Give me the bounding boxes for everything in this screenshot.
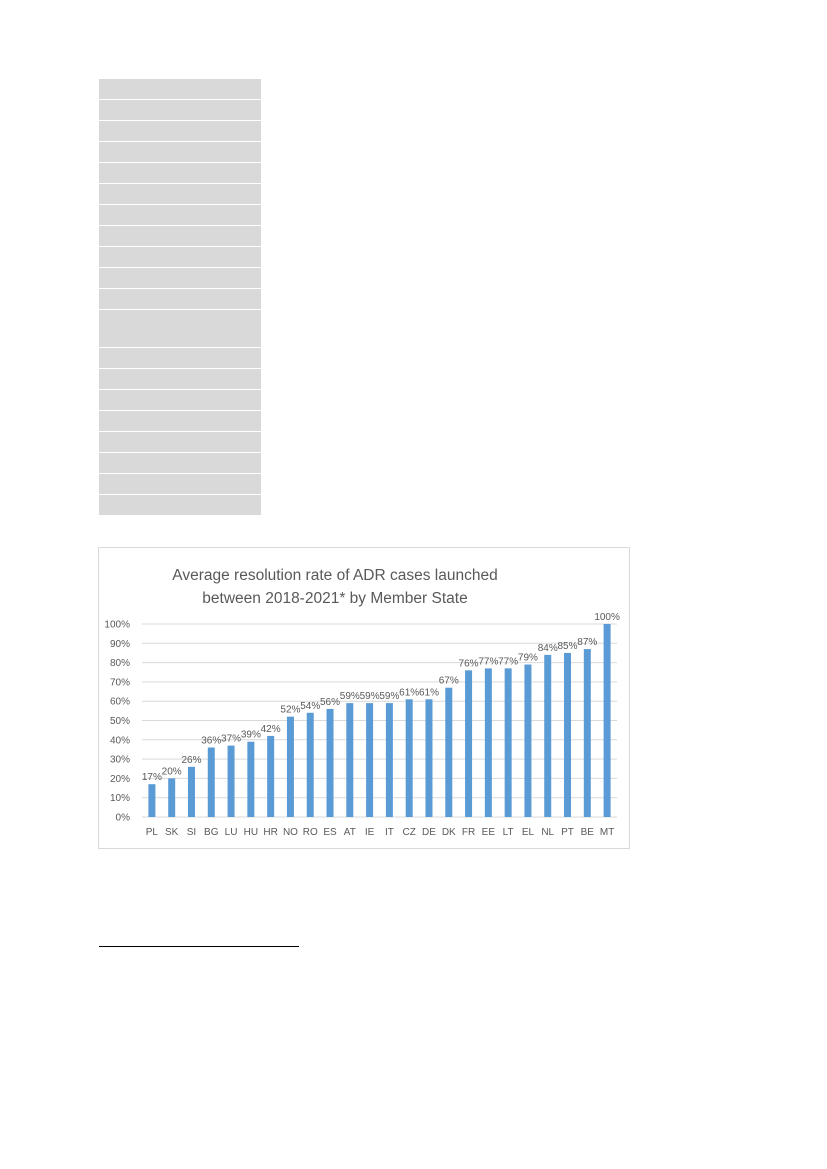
table-row: [99, 247, 261, 268]
x-tick-label: CZ: [402, 827, 416, 838]
data-label: 84%: [537, 642, 558, 654]
bar: [485, 668, 492, 817]
table-row: [99, 226, 261, 247]
x-tick-label: BE: [580, 827, 594, 838]
bar: [327, 709, 334, 817]
data-label: 39%: [240, 729, 261, 741]
data-label: 56%: [320, 696, 341, 708]
x-axis-ticks: [146, 827, 615, 838]
x-tick-label: MT: [599, 827, 615, 838]
data-label: 59%: [359, 691, 380, 703]
x-tick-label: PL: [145, 827, 159, 838]
x-tick-label: NL: [541, 827, 555, 838]
x-tick-label: HU: [243, 827, 259, 838]
table-row: [99, 184, 261, 205]
bar: [168, 778, 175, 817]
table-row: [99, 163, 261, 184]
grey-table-block: [99, 79, 261, 516]
y-tick-label: 0%: [115, 812, 130, 824]
bar: [208, 748, 215, 817]
table-row: [99, 310, 261, 348]
x-tick-label: HR: [263, 827, 278, 838]
bar: [366, 703, 373, 817]
x-tick-label: LT: [502, 827, 514, 838]
bar: [564, 653, 571, 817]
x-tick-label: NO: [282, 827, 298, 838]
x-tick-label: BG: [204, 827, 219, 838]
bar: [406, 699, 413, 817]
chart-title-line-1: Average resolution rate of ADR cases launched: [172, 567, 498, 584]
table-row: [99, 268, 261, 289]
x-tick-label: PT: [561, 827, 574, 838]
bar: [604, 624, 611, 817]
bar: [445, 688, 452, 817]
data-label: 77%: [498, 656, 519, 668]
data-label: 85%: [557, 640, 578, 652]
data-label: 20%: [161, 766, 182, 778]
y-tick-label: 60%: [109, 696, 130, 708]
bar: [524, 665, 531, 817]
x-tick-label: RO: [302, 827, 318, 838]
y-tick-label: 70%: [109, 677, 130, 689]
table-row: [99, 79, 261, 100]
bar: [287, 717, 294, 817]
table-row: [99, 495, 261, 516]
table-row: [99, 390, 261, 411]
x-tick-label: DE: [422, 827, 436, 838]
table-row: [99, 411, 261, 432]
data-label: 79%: [517, 652, 538, 664]
bar: [425, 699, 432, 817]
table-row: [99, 100, 261, 121]
bar: [267, 736, 274, 817]
x-tick-label: SI: [186, 827, 197, 838]
y-tick-label: 50%: [109, 716, 130, 727]
chart-title-line-2: between 2018-2021* by Member State: [202, 590, 468, 607]
bar: [465, 670, 472, 817]
resolution-rate-chart: [98, 547, 630, 849]
x-tick-label: SK: [165, 827, 179, 838]
y-tick-label: 80%: [109, 658, 130, 670]
bar: [544, 655, 551, 817]
data-label: 87%: [577, 637, 598, 649]
data-label: 100%: [594, 612, 620, 623]
data-label: 77%: [478, 656, 499, 668]
table-row: [99, 289, 261, 310]
bar: [228, 746, 235, 817]
table-row: [99, 474, 261, 495]
x-tick-label: AT: [343, 827, 356, 838]
data-label: 54%: [300, 700, 321, 712]
x-tick-label: FR: [461, 827, 476, 838]
table-row: [99, 121, 261, 142]
data-label: 36%: [201, 735, 222, 747]
x-tick-label: LU: [224, 827, 238, 838]
y-axis-ticks: [104, 620, 130, 824]
y-tick-label: 10%: [109, 793, 130, 805]
bar: [386, 703, 393, 817]
bar: [584, 649, 591, 817]
bar: [307, 713, 314, 817]
data-label: 76%: [458, 658, 479, 670]
y-tick-label: 20%: [109, 773, 130, 785]
table-row: [99, 205, 261, 226]
x-tick-label: EL: [521, 827, 535, 838]
data-label: 59%: [379, 691, 400, 703]
bar: [148, 784, 155, 817]
data-label: 61%: [418, 687, 439, 699]
x-tick-label: DK: [441, 827, 456, 838]
bar: [247, 742, 254, 817]
y-tick-label: 100%: [104, 619, 130, 631]
data-label: 42%: [260, 723, 281, 735]
table-row: [99, 142, 261, 163]
bar: [505, 668, 512, 817]
data-label: 52%: [280, 704, 301, 716]
table-row: [99, 348, 261, 369]
x-tick-label: IT: [384, 827, 394, 838]
chart-svg: [99, 548, 629, 848]
y-tick-label: 40%: [109, 735, 130, 747]
data-label: 67%: [438, 675, 459, 687]
bar: [346, 703, 353, 817]
data-label: 17%: [141, 772, 162, 784]
x-tick-label: EE: [481, 827, 496, 838]
table-row: [99, 369, 261, 390]
data-label: 26%: [181, 754, 202, 766]
data-label: 61%: [399, 687, 420, 699]
y-tick-label: 90%: [109, 638, 130, 650]
table-row: [99, 453, 261, 474]
bar: [188, 767, 195, 817]
x-tick-label: IE: [364, 827, 375, 838]
data-label: 59%: [339, 691, 360, 703]
y-tick-label: 30%: [109, 754, 130, 766]
footnote-separator: [99, 946, 299, 947]
data-label: 37%: [221, 733, 242, 745]
table-row: [99, 432, 261, 453]
x-tick-label: ES: [323, 827, 337, 838]
